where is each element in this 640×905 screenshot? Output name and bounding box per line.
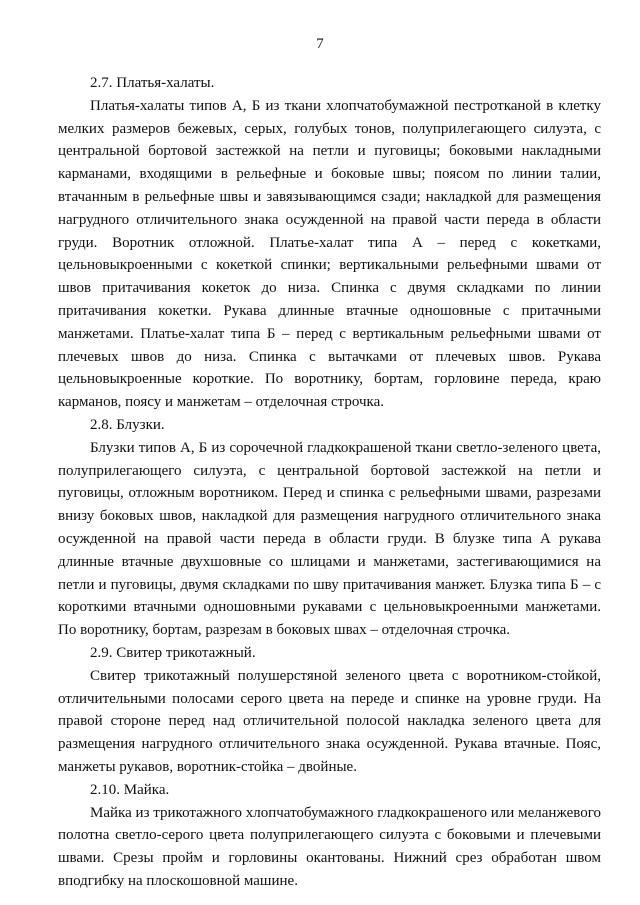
document-body (58, 72, 601, 893)
section-heading-2-8: 2.8. Блузки. (90, 416, 165, 433)
section-text-2-8: Блузки типов А, Б из сорочечной гладкокрашеной ткани светло-зеленого цвета, полуприлегающего силуэта, с центральной бортовой застежкой на петли и пуговицы, отложным воротником. Перед и спинка с рельефными швами, разрезами внизу боковых швов, накладкой для размещения нагрудного отличительного знака осужденной на правой части переда в области груди. В блузке типа А рукава длинные втачные двухшовные со шлицами и манжетами, застегивающимися на петли и пуговицы, двумя складками по шву притачивания манжет. Блузка типа Б – с короткими втачными одношовными рукавами с цельновыкроенными манжетами. По воротнику, бортам, разрезам в боковых швах – отделочная строчка. (58, 439, 601, 639)
page-number: 7 (316, 36, 324, 52)
section-text-2-9: Свитер трикотажный полушерстяной зеленого цвета с воротником-стойкой, отличительными полосами серого цвета на переде и спинке на уровне груди. На правой стороне перед над отличительной полосой накладка зеленого цвета для размещения нагрудного отличительного знака осужденной. Рукава втачные. Пояс, манжеты рукавов, воротник-стойка – двойные. (58, 667, 601, 775)
section-heading-2-9: 2.9. Свитер трикотажный. (90, 644, 256, 661)
section-text-2-10: Майка из трикотажного хлопчатобумажного гладкокрашеного или меланжевого полотна светло-серого цвета полуприлегающего силуэта с боковыми и плечевыми швами. Срезы пройм и горловины окантованы. Нижний срез обработан швом вподгибку на плоскошовной машине. (58, 804, 601, 889)
section-heading-2-7: 2.7. Платья-халаты. (90, 75, 215, 91)
section-text-2-7: Платья-халаты типов А, Б из ткани хлопчатобумажной пестротканой в клетку мелких размеров бежевых, серых, голубых тонов, полуприлегающего силуэта, с центральной бортовой застежкой на петли и пуговицы; боковыми накладными карманами, входящими в рельефные и боковые швы; поясом по линии талии, втачанным в рельефные швы и завязывающимся сзади; накладкой для размещения нагрудного отличительного знака осужденной на правой части переда в области груди. Воротник отложной. Платье-халат типа А – перед с кокетками, цельновыкроенными с кокеткой спинки; вертикальными рельефными швами от швов притачивания кокеток до низа. Спинка с двумя складками по линии притачивания кокетки. Рукава длинные втачные одношовные с притачными манжетами. Платье-халат типа Б – перед с вертикальным рельефными швами от плечевых швов до низа. Спинка с вытачками от плечевых швов. Рукава цельновыкроенные короткие. По воротнику, бортам, горловине переда, краю карманов, поясу и манжетам – отделочная строчка. (58, 97, 601, 411)
section-heading-2-10: 2.10. Майка. (90, 781, 170, 798)
